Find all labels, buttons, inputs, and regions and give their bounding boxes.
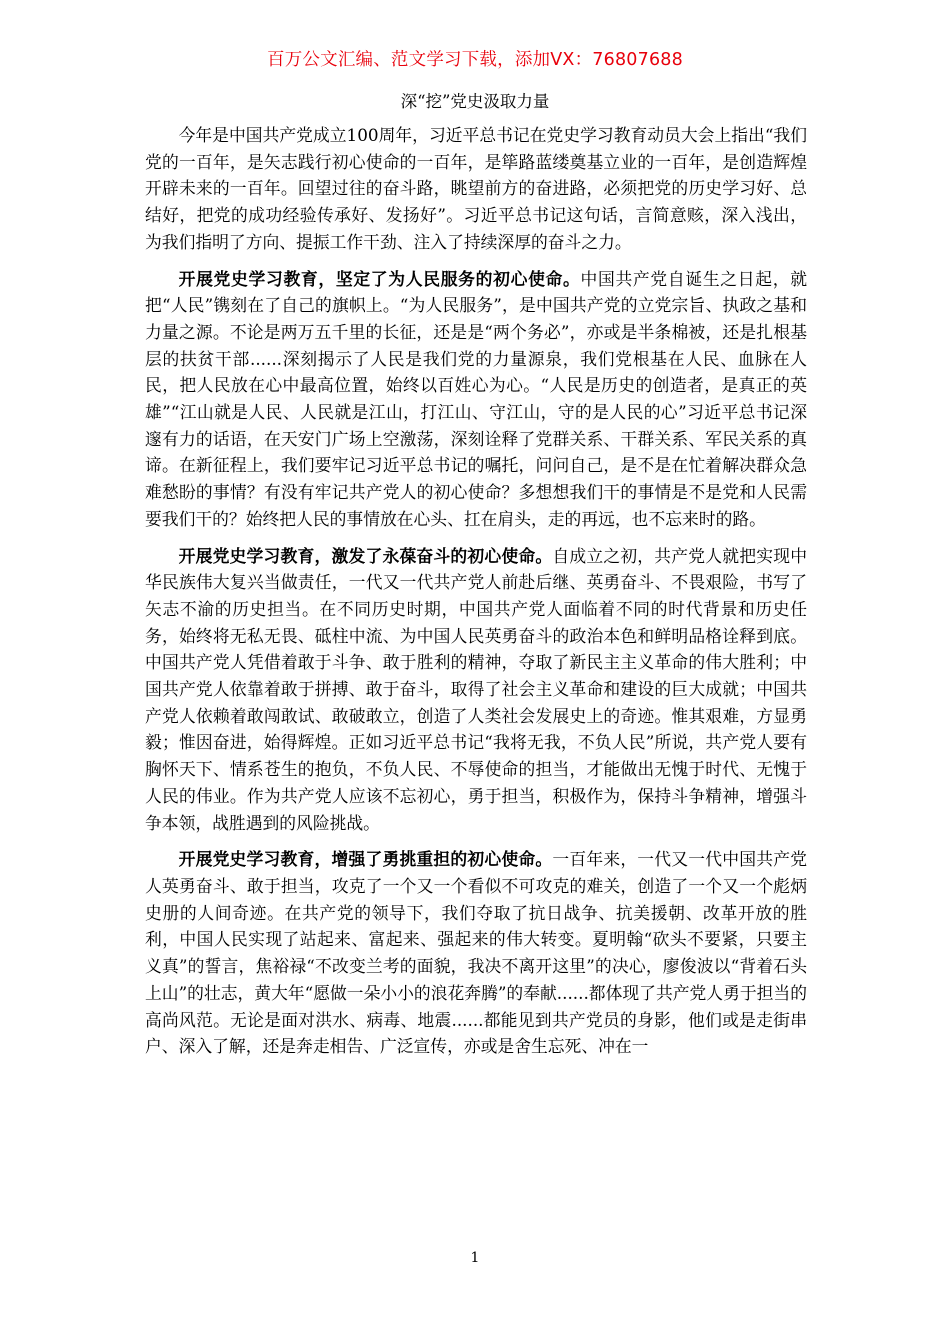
page-title: 深“挖”党史汲取力量: [400, 92, 550, 111]
paragraph-text: 一百年来，一代又一代中国共产党人英勇奋斗、敢于担当，攻克了一个又一个看似不可攻克的难关，创造了一个又一个彪炳史册的人间奇迹。在共产党的领导下，我们夺取了抗日战争、抗美援朝、改革开放的胜利，中国人民实现了站起来、富起来、强起来的伟大转变。夏明翰“砍头不要紧，只要主义真”的誓言，焦裕禄“不改变兰考的面貌，我决不离开这里”的决心，廖俊波以“背着石头上山”的壮志，黄大年“愿做一朵小小的浪花奔腾”的奉献......都体现了共产党人勇于担当的高尚风范。无论是面对洪水、病毒、地震......都能见到共产党员的身影，他们或是走街串户、深入了解，还是奔走相告、广泛宣传，亦或是舍生忘死、冲在一: [145, 849, 807, 1057]
paragraph-lead: 开展党史学习教育，增强了勇挑重担的初心使命。: [178, 849, 553, 870]
paragraph: [145, 266, 807, 533]
article-body: [145, 122, 807, 1070]
paragraph-text: 自成立之初，共产党人就把实现中华民族伟大复兴当做责任，一代又一代共产党人前赴后继、英勇奋斗、不畏艰险，书写了矢志不渝的历史担当。在不同历史时期，中国共产党人面临着不同的时代背景和历史任务，始终将无私无畏、砥柱中流、为中国人民英勇奋斗的政治本色和鲜明品格诠释到底。中国共产党人凭借着敢于斗争、敢于胜利的精神，夺取了新民主主义革命的伟大胜利；中国共产党人依靠着敢于拼搏、敢于奋斗，取得了社会主义革命和建设的巨大成就；中国共产党人依赖着敢闯敢试、敢破敢立，创造了人类社会发展史上的奇迹。惟其艰难，方显勇毅；惟因奋进，始得辉煌。正如习近平总书记“我将无我，不负人民”所说，共产党人要有胸怀天下、情系苍生的抱负，不负人民、不辱使命的担当，才能做出无愧于时代、无愧于人民的伟业。作为共产党人应该不忘初心，勇于担当，积极作为，保持斗争精神，增强斗争本领，战胜遇到的风险挑战。: [145, 545, 807, 833]
paragraph: [145, 543, 807, 837]
page-number: 1: [470, 1250, 480, 1266]
paragraph: [145, 846, 807, 1060]
paragraph-text: 中国共产党自诞生之日起，就把“人民”镌刻在了自己的旗帜上。“为人民服务”，是中国共产党的立党宗旨、执政之基和力量之源。不论是两万五千里的长征，还是是“两个务必”，亦或是半条棉被，还是扎根基层的扶贫干部......深刻揭示了人民是我们党的力量源泉，我们党根基在人民、血脉在人民，把人民放在心中最高位置，始终以百姓心为心。“人民是历史的创造者，是真正的英雄”“江山就是人民、人民就是江山，打江山、守江山，守的是人民的心”习近平总书记深邃有力的话语，在天安门广场上空激荡，深刻诠释了党群关系、干群关系、军民关系的真谛。在新征程上，我们要牢记习近平总书记的嘱托，问问自己，是不是在忙着解决群众急难愁盼的事情？有没有牢记共产党人的初心使命？多想想我们干的事情是不是党和人民需要我们干的？始终把人民的事情放在心头、扛在肩头，走的再远，也不忘来时的路。: [145, 268, 807, 529]
paragraph: [145, 122, 807, 256]
paragraph-lead: 开展党史学习教育，坚定了为人民服务的初心使命。: [178, 268, 581, 289]
paragraph-lead: 开展党史学习教育，激发了永葆奋斗的初心使命。: [178, 545, 553, 566]
promo-banner: 百万公文汇编、范文学习下载，添加VX：76807688: [267, 50, 683, 70]
paragraph-text: 今年是中国共产党成立100周年，习近平总书记在党史学习教育动员大会上指出“我们党的一百年，是矢志践行初心使命的一百年，是筚路蓝缕奠基立业的一百年，是创造辉煌开辟未来的一百年。回望过往的奋斗路，眺望前方的奋进路，必须把党的历史学习好、总结好，把党的成功经验传承好、发扬好”。习近平总书记这句话，言简意赅，深入浅出，为我们指明了方向、提振工作干劲、注入了持续深厚的奋斗之力。: [145, 125, 807, 252]
